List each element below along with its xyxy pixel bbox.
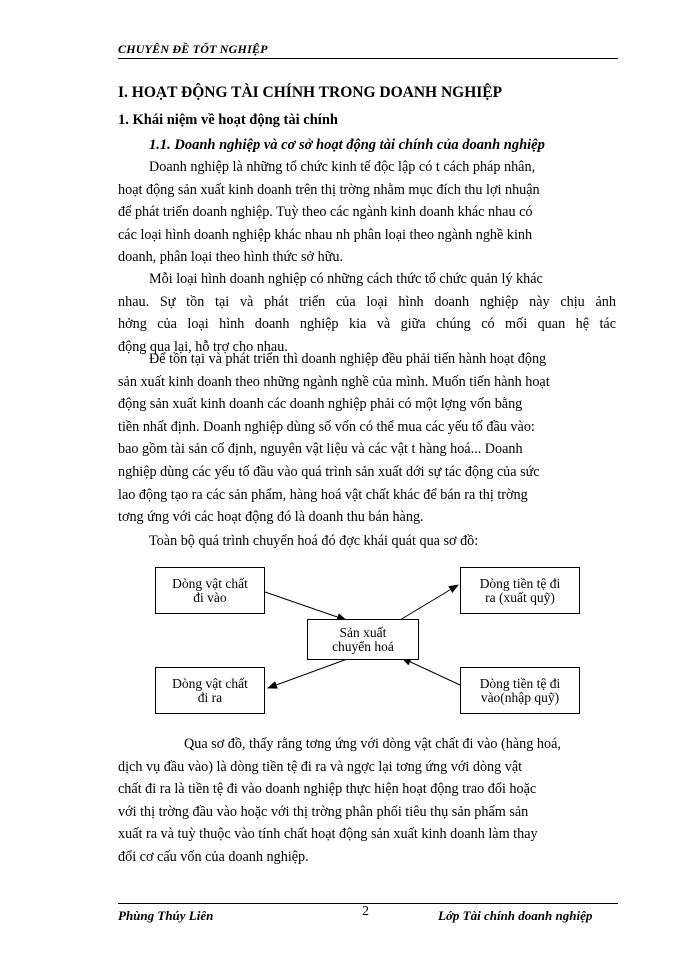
paragraph-line: lao động tạo ra các sản phẩm, hàng hoá vật chất khác để bán ra thị trờng [118, 486, 528, 503]
box-label: đi ra [197, 689, 223, 705]
subsection-heading: 1. Khái niệm về hoạt động tài chính [118, 112, 338, 128]
arrow-center-to-cash-out [400, 585, 458, 620]
paragraph-line: động qua lại, hỗ trợ cho nhau. [118, 338, 288, 355]
paragraph-line: bao gồm tài sản cố định, nguyên vật liệu và các vật t hàng hoá... Doanh [118, 441, 523, 458]
page-number: 2 [362, 904, 369, 919]
paragraph-line: Qua sơ đồ, thấy rằng tơng ứng với dòng vật chất đi vào (hàng hoá, [184, 736, 561, 752]
paragraph-line: tơng ứng với các hoạt động đó là doanh thu bán hàng. [118, 509, 424, 526]
paragraph-line: xuất ra và tuỳ thuộc vào tính chất hoạt động sản xuất kinh doanh làm thay [118, 826, 538, 843]
box-label: Dòng vật chất [172, 575, 248, 591]
paragraph-line: hởng của loại hình doanh nghiệp kia và giữa chúng có mối quan hệ tác [118, 316, 616, 333]
paragraph-line: Doanh nghiệp là những tổ chức kinh tế độc lập có t cách pháp nhân, [149, 159, 536, 175]
box-cash-in [460, 667, 580, 714]
arrow-center-to-output [268, 658, 350, 688]
box-material-in [155, 567, 265, 614]
paragraph-line: dịch vụ đầu vào) là dòng tiền tệ đi ra và ngợc lại tơng ứng với dòng vật [118, 758, 523, 775]
paragraph-line: nhau. Sự tồn tại và phát triển của loại hình doanh nghiệp này chịu ảnh [118, 293, 616, 310]
paragraph-line: Để tồn tại và phát triển thì doanh nghiệp đều phải tiến hành hoạt động [149, 351, 547, 367]
box-label: ra (xuất quỹ) [485, 589, 555, 605]
paragraph-line: nghiệp dùng các yếu tố đầu vào quá trình sản xuất dới sự tác động của sức [118, 463, 540, 480]
footer-class: Lớp Tài chính doanh nghiệp [438, 908, 593, 923]
box-label: Sản xuất [339, 624, 387, 640]
box-label: vào(nhập quỹ) [480, 689, 560, 705]
sub-subsection-heading: 1.1. Doanh nghiệp và cơ sở hoạt động tài chính của doanh nghiệp [149, 137, 545, 153]
paragraph-line: hoạt động sản xuất kinh doanh trên thị trờng nhằm mục đích thu lợi nhuận [118, 181, 540, 198]
footer-author: Phùng Thúy Liên [118, 908, 214, 923]
paragraph-line: động sản xuất kinh doanh các doanh nghiệp phải có một lợng vốn bằng [118, 396, 523, 413]
paragraph-line: Mỗi loại hình doanh nghiệp có những cách thức tổ chức quản lý khác [149, 271, 543, 287]
box-material-out [155, 667, 265, 714]
paragraph-line: tiền nhất định. Doanh nghiệp dùng số vốn có thể mua các yếu tố đầu vào: [118, 418, 535, 435]
paragraph-line: đổi cơ cấu vốn của doanh nghiệp. [118, 848, 309, 865]
paragraph-line: Toàn bộ quá trình chuyển hoá đó đợc khái quát qua sơ đồ: [149, 533, 479, 549]
box-production [307, 619, 419, 660]
paragraph-line: doanh, phân loại theo hình thức sở hữu. [118, 249, 344, 266]
box-cash-out [460, 567, 580, 614]
box-label: Dòng vật chất [172, 675, 248, 691]
box-label: Dòng tiền tệ đi [479, 575, 561, 591]
box-label: Dòng tiền tệ đi [479, 675, 561, 691]
arrow-input-to-center [265, 592, 346, 620]
section-heading: I. HOẠT ĐỘNG TÀI CHÍNH TRONG DOANH NGHIỆP [118, 84, 503, 101]
paragraph-line: chất đi ra là tiền tệ đi vào doanh nghiệp thực hiện hoạt động trao đổi hoặc [118, 781, 537, 798]
box-label: đi vào [193, 589, 227, 605]
box-label: chuyển hoá [332, 638, 394, 654]
paragraph-5 [118, 733, 618, 869]
paragraph-line: để phát triển doanh nghiệp. Tuỳ theo các ngành kinh doanh khác nhau có [118, 204, 533, 221]
header-title: CHUYÊN ĐỀ TỐT NGHIỆP [118, 42, 268, 56]
paragraph-line: với thị trờng đầu vào hoặc với thị trờng phân phối tiêu thụ sản phẩm sản [118, 803, 529, 820]
paragraph-line: sản xuất kinh doanh theo những ngành nghề của mình. Muốn tiến hành hoạt [118, 373, 550, 390]
paragraph-line: các loại hình doanh nghiệp khác nhau nh phân loại theo ngành nghề kinh [118, 226, 533, 243]
arrow-cash-in-to-center [402, 658, 460, 685]
